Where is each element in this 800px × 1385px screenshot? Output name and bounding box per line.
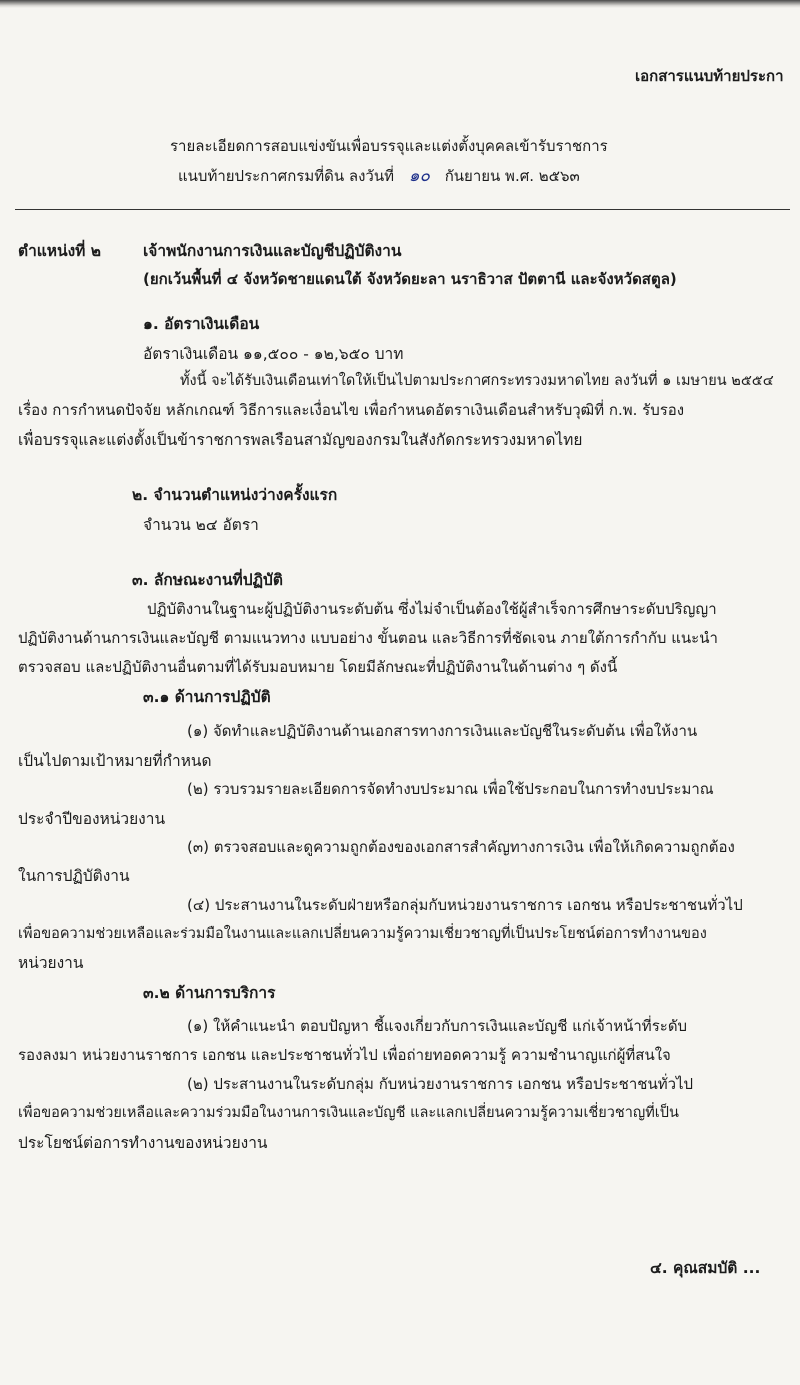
section3-heading: ๓. ลักษณะงานที่ปฏิบัติ: [132, 571, 283, 589]
sub31-item3-line2: ในการปฏิบัติงาน: [18, 867, 130, 885]
position-exception: (ยกเว้นพื้นที่ ๔ จังหวัดชายแดนใต้ จังหวัดยะลา นราธิวาส ปัตตานี และจังหวัดสตูล): [143, 270, 677, 288]
title-date-suffix: กันยายน พ.ศ. ๒๕๖๓: [444, 167, 580, 185]
vacancy-count: จำนวน ๒๔ อัตรา: [143, 516, 259, 534]
salary-note-line2: เรื่อง การกำหนดปัจจัย หลักเกณฑ์ วิธีการและเงื่อนไข เพื่อกำหนดอัตราเงินเดือนสำหรับวุฒิที่ ก.พ. รับรอง: [18, 401, 685, 419]
section3-intro-line3: ตรวจสอบ และปฏิบัติงานอื่นตามที่ได้รับมอบหมาย โดยมีลักษณะที่ปฏิบัติงานในด้านต่าง ๆ ดังนี้: [18, 658, 618, 676]
sub31-item4-line1: (๔) ประสานงานในระดับฝ่ายหรือกลุ่มกับหน่วยงานราชการ เอกชน หรือประชาชนทั่วไป: [187, 896, 743, 914]
sub32-item2-line1: (๒) ประสานงานในระดับกลุ่ม กับหน่วยงานราชการ เอกชน หรือประชาชนทั่วไป: [187, 1075, 694, 1093]
position-name: เจ้าพนักงานการเงินและบัญชีปฏิบัติงาน: [143, 242, 402, 260]
salary-rate: อัตราเงินเดือน ๑๑,๕๐๐ - ๑๒,๖๕๐ บาท: [143, 345, 404, 363]
sub31-item3-line1: (๓) ตรวจสอบและดูความถูกต้องของเอกสารสำคัญทางการเงิน เพื่อให้เกิดความถูกต้อง: [187, 838, 735, 856]
salary-note-line1: ทั้งนี้ จะได้รับเงินเดือนเท่าใดให้เป็นไปตามประกาศกระทรวงมหาดไทย ลงวันที่ ๑ เมษายน ๒๕๕๔: [180, 373, 774, 389]
position-label: ตำแหน่งที่ ๒: [18, 242, 101, 260]
sub31-item1-line1: (๑) จัดทำและปฏิบัติงานด้านเอกสารทางการเงินและบัญชีในระดับต้น เพื่อให้งาน: [187, 722, 698, 740]
section3-intro-line2: ปฏิบัติงานด้านการเงินและบัญชี ตามแนวทาง แบบอย่าง ขั้นตอน และวิธีการที่ชัดเจน ภายใต้การกำกับ แนะนำ: [18, 629, 718, 647]
section1-heading: ๑. อัตราเงินเดือน: [143, 315, 260, 333]
title-divider: [15, 209, 790, 210]
document-title-line2: [178, 162, 580, 189]
sub32-item1-line2: รองลงมา หน่วยงานราชการ เอกชน และประชาชนทั่วไป เพื่อถ่ายทอดความรู้ ความชำนาญแก่ผู้ที่สนใจ: [18, 1046, 671, 1064]
subsection31-heading: ๓.๑ ด้านการปฏิบัติ: [143, 688, 271, 706]
sub32-item2-line2: เพื่อขอความช่วยเหลือและความร่วมมือในงานการเงินและบัญชี และแลกเปลี่ยนความรู้ความเชี่ยวชาญที่เป็น: [18, 1105, 679, 1121]
sub31-item2-line1: (๒) รวบรวมรายละเอียดการจัดทำงบประมาณ เพื่อใช้ประกอบในการทำงบประมาณ: [187, 780, 714, 798]
title-date-prefix: แนบท้ายประกาศกรมที่ดิน ลงวันที่: [178, 167, 394, 185]
document-title-line1: รายละเอียดการสอบแข่งขันเพื่อบรรจุและแต่งตั้งบุคคลเข้ารับราชการ: [170, 137, 608, 155]
sub31-item4-line3: หน่วยงาน: [18, 954, 84, 972]
sub32-item1-line1: (๑) ให้คำแนะนำ ตอบปัญหา ชี้แจงเกี่ยวกับการเงินและบัญชี แก่เจ้าหน้าที่ระดับ: [187, 1017, 688, 1035]
sub31-item1-line2: เป็นไปตามเป้าหมายที่กำหนด: [18, 752, 212, 770]
section2-heading: ๒. จำนวนตำแหน่งว่างครั้งแรก: [132, 486, 338, 504]
salary-note-line3: เพื่อบรรจุและแต่งตั้งเป็นข้าราชการพลเรือนสามัญของกรมในสังกัดกระทรวงมหาดไทย: [18, 431, 583, 449]
attachment-label: เอกสารแนบท้ายประกา: [635, 67, 784, 85]
next-page-continuation: ๔. คุณสมบัติ ...: [650, 1259, 761, 1277]
section3-intro-line1: ปฏิบัติงานในฐานะผู้ปฏิบัติงานระดับต้น ซึ่งไม่จำเป็นต้องใช้ผู้สำเร็จการศึกษาระดับปริญญา: [147, 600, 717, 618]
sub31-item2-line2: ประจำปีของหน่วยงาน: [18, 810, 166, 828]
title-date-day: ๑๐: [408, 166, 430, 186]
subsection32-heading: ๓.๒ ด้านการบริการ: [143, 984, 276, 1002]
sub31-item4-line2: เพื่อขอความช่วยเหลือและร่วมมือในงานและแลกเปลี่ยนความรู้ความเชี่ยวชาญที่เป็นประโยชน์ต่อการทำงานของ: [18, 926, 707, 942]
sub32-item2-line3: ประโยชน์ต่อการทำงานของหน่วยงาน: [18, 1134, 268, 1152]
page-edge-shadow: [0, 0, 800, 8]
